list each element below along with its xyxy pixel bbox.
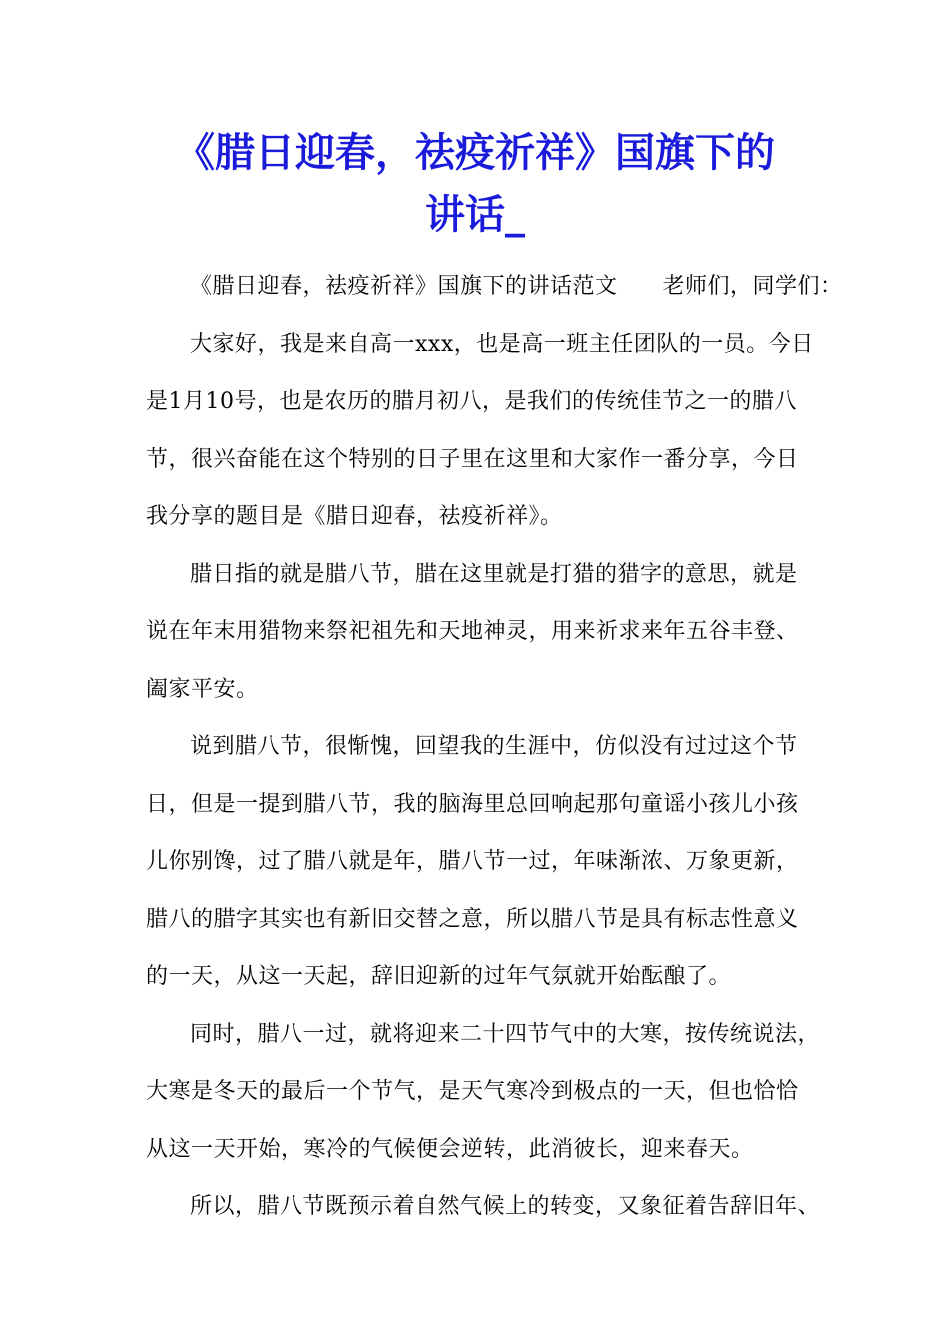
body-line: 大家好，我是来自高一xxx，也是高一班主任团队的一员。今日: [190, 331, 814, 357]
document-body: [146, 258, 843, 1236]
title-line-2: 讲话_: [425, 192, 525, 238]
body-line: 同时，腊八一过，就将迎来二十四节气中的大寒，按传统说法，: [190, 1021, 821, 1047]
body-line: 《腊日迎春，祛疫祈祥》国旗下的讲话范文 老师们，同学们：: [190, 274, 843, 299]
body-line: 是1月10号，也是农历的腊月初八，是我们的传统佳节之一的腊八: [146, 389, 797, 414]
body-line: 儿你别馋，过了腊八就是年，腊八节一过，年味渐浓、万象更新，: [146, 849, 799, 874]
body-line: 说在年末用猎物来祭祀祖先和天地神灵，用来祈求来年五谷丰登、: [146, 619, 799, 644]
body-line: 腊日指的就是腊八节，腊在这里就是打猎的猎字的意思，就是: [190, 561, 798, 587]
body-line: 从这一天开始，寒冷的气候便会逆转，此消彼长，迎来春天。: [146, 1136, 754, 1162]
body-line: 阖家平安。: [146, 676, 259, 702]
body-line: 我分享的题目是《腊日迎春，祛疫祈祥》。: [146, 504, 563, 529]
body-line: 大寒是冬天的最后一个节气，是天气寒冷到极点的一天，但也恰恰: [146, 1079, 799, 1104]
body-line: 的一天，从这一天起，辞旧迎新的过年气氛就开始酝酿了。: [146, 964, 732, 989]
body-line: 腊八的腊字其实也有新旧交替之意，所以腊八节是具有标志性意义: [146, 906, 799, 932]
document-title: [140, 122, 810, 246]
body-line: 说到腊八节，很惭愧，回望我的生涯中，仿似没有过过这个节: [190, 734, 798, 759]
body-line: 日，但是一提到腊八节，我的脑海里总回响起那句童谣小孩儿小孩: [146, 791, 799, 817]
body-line: 节，很兴奋能在这个特别的日子里在这里和大家作一番分享，今日: [146, 446, 799, 472]
title-line-1: 《腊日迎春，祛疫祈祥》国旗下的: [175, 130, 775, 176]
body-line: 所以，腊八节既预示着自然气候上的转变，又象征着告辞旧年、: [190, 1194, 821, 1219]
